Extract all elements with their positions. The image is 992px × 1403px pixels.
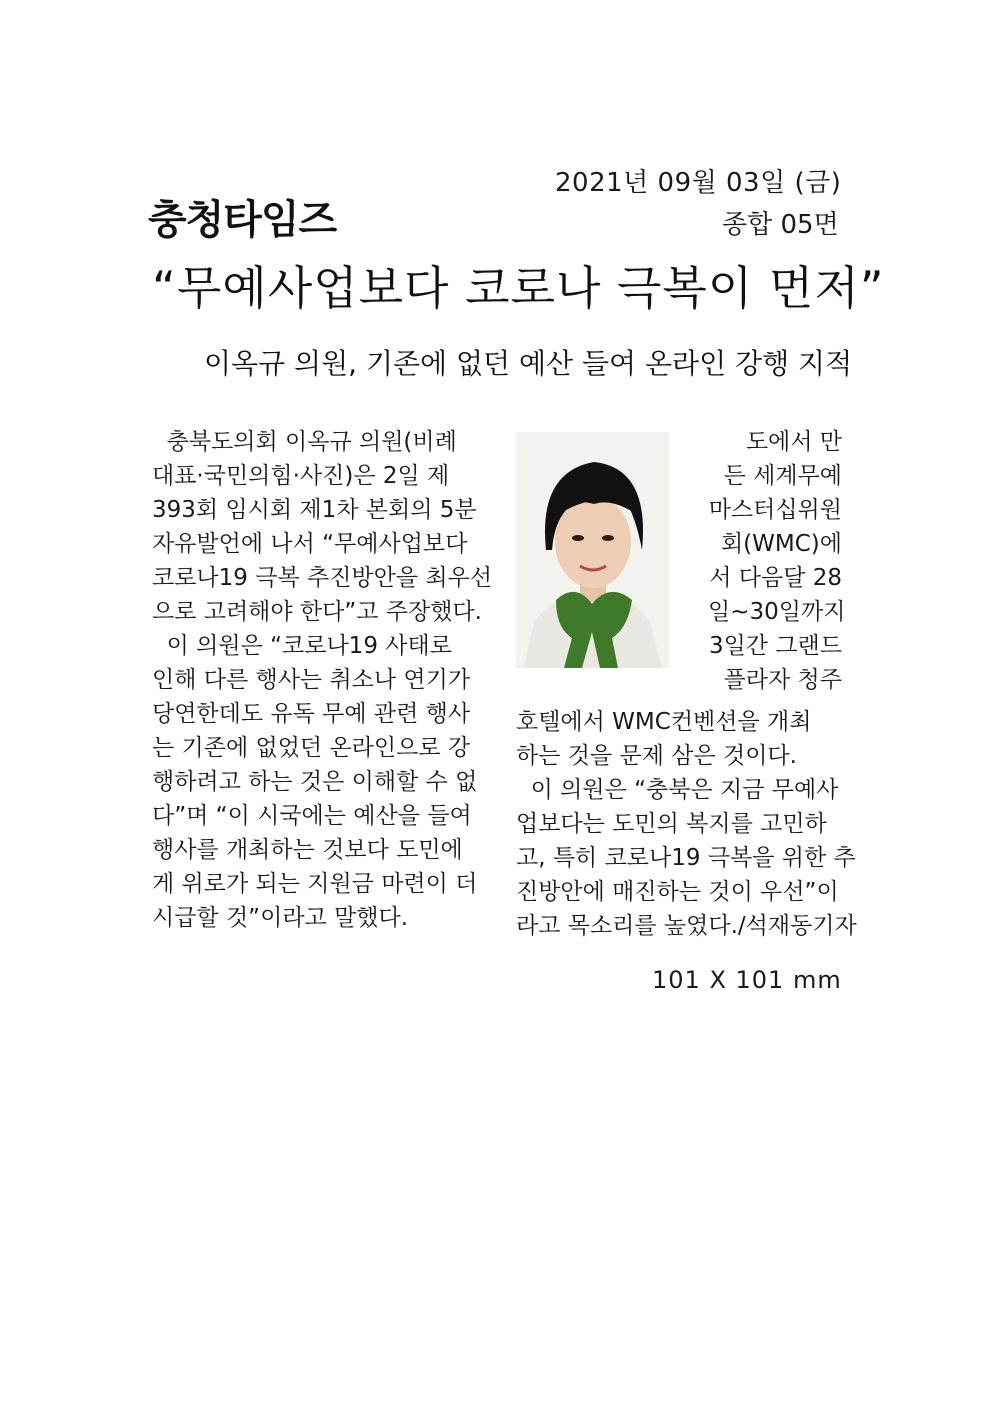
publication-date: 2021년 09월 03일 (금)	[555, 168, 842, 198]
body-line: 행하려고 하는 것은 이해할 수 없	[152, 769, 478, 795]
body-line: 마스터십위원	[708, 497, 842, 523]
article-right-column-bottom	[516, 705, 857, 943]
body-line: 대표·국민의힘·사진)은 2일 제	[152, 463, 450, 489]
article-right-column-top	[708, 425, 846, 697]
body-line: 당연한데도 유독 무예 관련 행사	[152, 701, 471, 727]
article-left-column	[152, 425, 493, 935]
clip-size-note: 101 X 101 mm	[652, 966, 842, 994]
body-line: 이 의원은 “코로나19 사태로	[152, 633, 452, 659]
councilor-photo	[516, 432, 669, 668]
body-line: 든 세계무예	[723, 463, 842, 489]
section-page: 종합 05면	[722, 210, 839, 240]
body-line: 는 기존에 없었던 온라인으로 강	[152, 735, 471, 761]
body-line: 하는 것을 문제 삼은 것이다.	[516, 743, 797, 769]
body-line: 도에서 만	[745, 429, 842, 455]
body-line: 코로나19 극복 추진방안을 최우선	[152, 565, 493, 591]
article-headline: “무예사업보다 코로나 극복이 먼저”	[152, 261, 885, 315]
newspaper-logo: 충청타임즈	[148, 197, 337, 243]
body-line: 일~30일까지	[708, 599, 846, 625]
body-line: 업보다는 도민의 복지를 고민하	[516, 811, 827, 837]
body-line: 다”며 “이 시국에는 예산을 들여	[152, 803, 472, 829]
article-subheadline: 이옥규 의원, 기존에 없던 예산 들여 온라인 강행 지적	[204, 347, 853, 380]
body-line: 으로 고려해야 한다”고 주장했다.	[152, 599, 482, 625]
body-line: 서 다음달 28	[709, 565, 842, 591]
body-line: 시급할 것”이라고 말했다.	[152, 905, 409, 931]
body-line: 인해 다른 행사는 취소나 연기가	[152, 667, 471, 693]
body-line: 진방안에 매진하는 것이 우선”이	[516, 879, 839, 905]
body-line: 자유발언에 나서 “무예사업보다	[152, 531, 468, 557]
body-line: 플라자 청주	[723, 667, 842, 693]
body-line: 라고 목소리를 높였다./석재동기자	[516, 913, 857, 939]
body-line: 이 의원은 “충북은 지금 무예사	[516, 777, 839, 803]
body-line: 회(WMC)에	[720, 531, 842, 557]
body-line: 393회 임시회 제1차 본회의 5분	[152, 497, 477, 523]
body-line: 3일간 그랜드	[708, 633, 842, 659]
body-line: 행사를 개최하는 것보다 도민에	[152, 837, 463, 863]
body-line: 고, 특히 코로나19 극복을 위한 추	[516, 845, 856, 871]
body-line: 게 위로가 되는 지원금 마련이 더	[152, 871, 478, 897]
body-line: 호텔에서 WMC컨벤션을 개최	[516, 709, 812, 735]
body-line: 충북도의회 이옥규 의원(비례	[152, 429, 457, 455]
portrait-image	[516, 432, 669, 668]
